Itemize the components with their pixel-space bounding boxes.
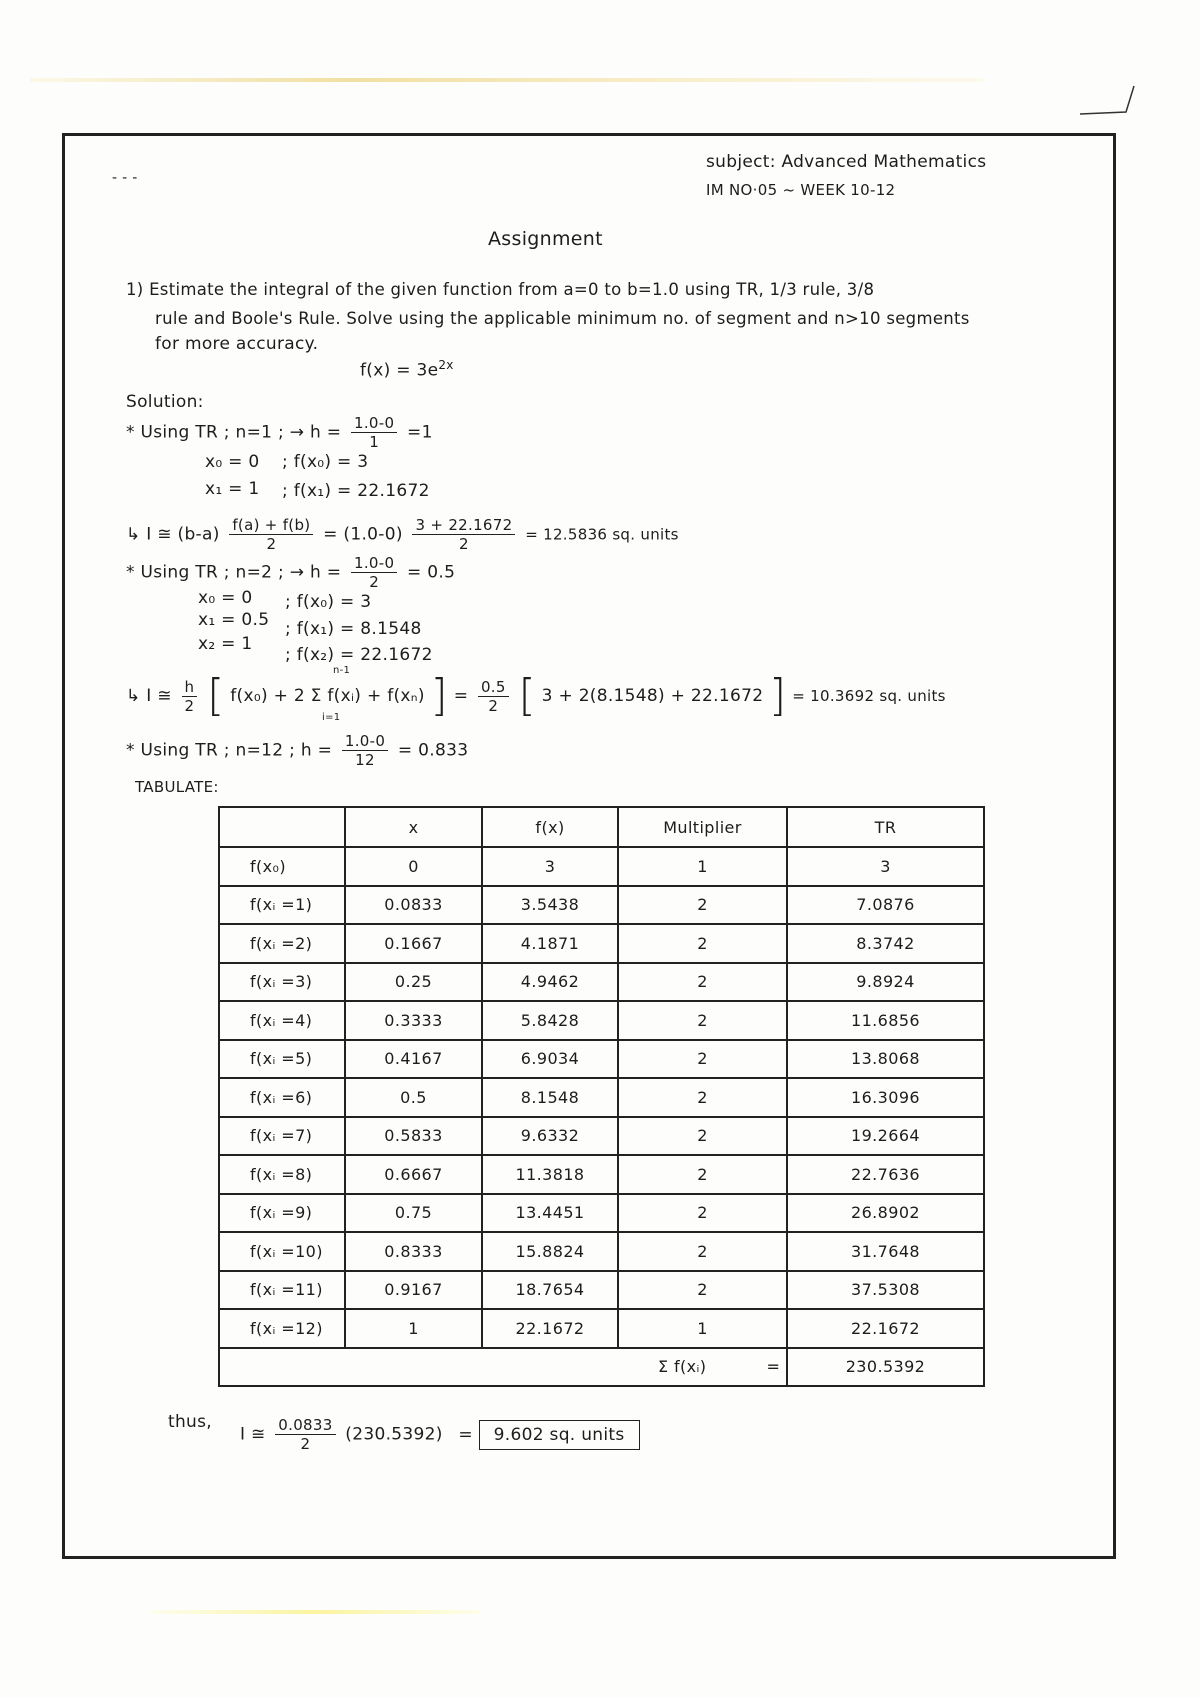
- tr-cell: 26.8902: [787, 1194, 984, 1233]
- table-header-row: [219, 807, 984, 847]
- x-cell: 0.25: [345, 963, 482, 1002]
- multiplier-cell: 2: [618, 1271, 787, 1310]
- row-label: f(xᵢ =7): [219, 1117, 345, 1156]
- h-over-2: [275, 1416, 335, 1453]
- paper-edge-top: [30, 78, 985, 82]
- x-cell: 0.8333: [345, 1232, 482, 1271]
- integral-prefix: ↳ I ≅ (b-a): [126, 524, 220, 545]
- x-cell: 0.6667: [345, 1155, 482, 1194]
- table-row: [219, 1040, 984, 1079]
- fx-cell: 13.4451: [482, 1194, 618, 1233]
- sum-empty-cell: [219, 1348, 618, 1387]
- tr-n2-h-fraction: [351, 554, 397, 591]
- sum-value: 230.5392: [787, 1348, 984, 1387]
- tr-cell: 37.5308: [787, 1271, 984, 1310]
- fx-cell: 18.7654: [482, 1271, 618, 1310]
- tr-n2-fx2: ; f(x₂) = 22.1672: [285, 645, 433, 665]
- final-answer-box: 9.602 sq. units: [479, 1420, 640, 1450]
- tr-n2-fx1: ; f(x₁) = 8.1548: [285, 619, 422, 639]
- thus-label: thus,: [168, 1412, 212, 1432]
- fraction-numerator: f(a) + f(b): [229, 516, 313, 535]
- fraction-numerator: 0.0833: [275, 1416, 335, 1435]
- header-cell: x: [345, 807, 482, 847]
- tr-n1-fx1: ; f(x₁) = 22.1672: [282, 481, 430, 501]
- fx-cell: 11.3818: [482, 1155, 618, 1194]
- function-base: f(x) = 3e: [360, 360, 439, 381]
- fraction-numerator: 3 + 22.1672: [412, 516, 515, 535]
- fraction-numerator: 1.0-0: [351, 554, 397, 573]
- tr-n2-x1: x₁ = 0.5: [198, 610, 270, 630]
- tr-n1-x1: x₁ = 1: [205, 479, 260, 499]
- fx-cell: 8.1548: [482, 1078, 618, 1117]
- integral-fraction: [229, 516, 313, 553]
- fx-cell: 5.8428: [482, 1001, 618, 1040]
- right-bracket: ]: [430, 670, 448, 721]
- multiplier-cell: 2: [618, 886, 787, 925]
- fraction-denominator: 1: [369, 433, 380, 451]
- sum-lower-limit: i=1: [322, 712, 341, 723]
- x-cell: 0.0833: [345, 886, 482, 925]
- h-value-fraction: [478, 678, 509, 715]
- fx-cell: 4.1871: [482, 924, 618, 963]
- trapezoid-formula: f(x₀) + 2 Σ f(xᵢ) + f(xₙ): [230, 686, 425, 706]
- margin-scribble: - - -: [112, 170, 138, 186]
- tr-n12-h-value: = 0.833: [397, 740, 469, 761]
- im-week-line: IM NO·05 ~ WEEK 10-12: [706, 181, 896, 199]
- fx-cell: 3: [482, 847, 618, 886]
- integral-prefix: ↳ I ≅: [126, 686, 172, 706]
- tr-cell: 9.8924: [787, 963, 984, 1002]
- x-cell: 0.5: [345, 1078, 482, 1117]
- corner-pen-mark: [1078, 80, 1138, 120]
- multiplier-cell: 1: [618, 1309, 787, 1348]
- integral-fraction-2: [412, 516, 515, 553]
- sum-equals: =: [766, 1357, 781, 1377]
- tr-n2-h-value: = 0.5: [407, 562, 456, 583]
- integral-prefix: I ≅: [240, 1424, 266, 1445]
- table-row: [219, 886, 984, 925]
- multiplier-cell: 2: [618, 1001, 787, 1040]
- row-label: f(xᵢ =4): [219, 1001, 345, 1040]
- fx-cell: 9.6332: [482, 1117, 618, 1156]
- tr-cell: 3: [787, 847, 984, 886]
- fraction-denominator: 12: [355, 751, 375, 769]
- tr-n12-label: * Using TR ; n=12 ; h =: [126, 740, 333, 761]
- tabulate-label: TABULATE:: [135, 778, 219, 796]
- multiplier-cell: 1: [618, 847, 787, 886]
- sum-label: Σ f(xᵢ): [658, 1357, 707, 1377]
- table-row: [219, 1232, 984, 1271]
- problem-line-3: for more accuracy.: [155, 334, 319, 354]
- sum-label-cell: [618, 1348, 787, 1387]
- h-over-2: [182, 678, 198, 715]
- fraction-numerator: 0.5: [478, 678, 509, 697]
- x-cell: 0.4167: [345, 1040, 482, 1079]
- tr-cell: 7.0876: [787, 886, 984, 925]
- fx-cell: 4.9462: [482, 963, 618, 1002]
- row-label: f(xᵢ =11): [219, 1271, 345, 1310]
- row-label: f(xᵢ =10): [219, 1232, 345, 1271]
- problem-line-2: rule and Boole's Rule. Solve using the applicable minimum no. of segment and n>10 segments: [155, 309, 970, 328]
- left-bracket: [: [207, 670, 225, 721]
- trapezoid-table: [218, 806, 985, 1387]
- integral-result: = 10.3692 sq. units: [792, 687, 946, 705]
- tr-n1-label: * Using TR ; n=1 ; → h =: [126, 422, 342, 443]
- header-cell: Multiplier: [618, 807, 787, 847]
- tr-n1-h-value: =1: [407, 422, 433, 443]
- x-cell: 0.9167: [345, 1271, 482, 1310]
- table-sum-row: [219, 1348, 984, 1387]
- tr-cell: 11.6856: [787, 1001, 984, 1040]
- multiplier-cell: 2: [618, 1155, 787, 1194]
- sum-factor: (230.5392): [345, 1424, 443, 1445]
- tr-cell: 22.7636: [787, 1155, 984, 1194]
- multiplier-cell: 2: [618, 924, 787, 963]
- function-exponent: 2x: [438, 358, 454, 372]
- fraction-denominator: 2: [488, 696, 499, 715]
- header-cell: TR: [787, 807, 984, 847]
- table-row: [219, 1271, 984, 1310]
- tr-n1-integral: [126, 516, 679, 553]
- table-row: [219, 1117, 984, 1156]
- integral-result: = 12.5836 sq. units: [525, 525, 679, 544]
- multiplier-cell: 2: [618, 1078, 787, 1117]
- tr-n1-h-fraction: [351, 414, 397, 451]
- tr-cell: 19.2664: [787, 1117, 984, 1156]
- x-cell: 0.5833: [345, 1117, 482, 1156]
- left-bracket: [: [518, 670, 536, 721]
- table-row: [219, 963, 984, 1002]
- row-label: f(xᵢ =1): [219, 886, 345, 925]
- final-integral: [240, 1416, 640, 1453]
- multiplier-cell: 2: [618, 1232, 787, 1271]
- solution-heading: Solution:: [126, 392, 204, 412]
- page-title: Assignment: [488, 228, 603, 250]
- x-cell: 0.3333: [345, 1001, 482, 1040]
- row-label: f(xᵢ =6): [219, 1078, 345, 1117]
- multiplier-cell: 2: [618, 1040, 787, 1079]
- x-cell: 1: [345, 1309, 482, 1348]
- fx-cell: 15.8824: [482, 1232, 618, 1271]
- sum-upper-limit: n-1: [333, 665, 351, 676]
- row-label: f(xᵢ =12): [219, 1309, 345, 1348]
- multiplier-cell: 2: [618, 1117, 787, 1156]
- tr-n1-x0: x₀ = 0: [205, 452, 260, 472]
- paper-edge-bottom: [150, 1610, 480, 1614]
- tr-cell: 31.7648: [787, 1232, 984, 1271]
- fx-cell: 6.9034: [482, 1040, 618, 1079]
- table-row: [219, 1155, 984, 1194]
- row-label: f(xᵢ =5): [219, 1040, 345, 1079]
- integral-mid: = (1.0-0): [323, 524, 403, 545]
- tr-n2-step: [126, 554, 455, 591]
- substituted-values: 3 + 2(8.1548) + 22.1672: [541, 686, 764, 706]
- fraction-numerator: 1.0-0: [342, 732, 388, 751]
- tr-cell: 13.8068: [787, 1040, 984, 1079]
- table-row: [219, 1194, 984, 1233]
- subject-line: subject: Advanced Mathematics: [706, 152, 987, 172]
- fx-cell: 3.5438: [482, 886, 618, 925]
- fraction-numerator: h: [182, 678, 198, 697]
- tr-n2-x0: x₀ = 0: [198, 588, 253, 608]
- tr-n1-step: [126, 414, 433, 451]
- tr-n12-h-fraction: [342, 732, 388, 769]
- fraction-denominator: 2: [369, 573, 380, 591]
- header-cell: f(x): [482, 807, 618, 847]
- x-cell: 0.1667: [345, 924, 482, 963]
- row-label: f(xᵢ =8): [219, 1155, 345, 1194]
- fraction-denominator: 2: [266, 535, 277, 553]
- header-cell: [219, 807, 345, 847]
- fraction-denominator: 2: [184, 696, 195, 715]
- tr-n2-x2: x₂ = 1: [198, 634, 253, 654]
- multiplier-cell: 2: [618, 963, 787, 1002]
- fraction-numerator: 1.0-0: [351, 414, 397, 433]
- fraction-denominator: 2: [300, 1435, 311, 1453]
- tr-n1-fx0: ; f(x₀) = 3: [282, 452, 369, 472]
- row-label: f(x₀): [219, 847, 345, 886]
- multiplier-cell: 2: [618, 1194, 787, 1233]
- equals-sign: =: [458, 1424, 473, 1445]
- table-row: [219, 924, 984, 963]
- table-row: [219, 1309, 984, 1348]
- table-row: [219, 847, 984, 886]
- tr-n2-fx0: ; f(x₀) = 3: [285, 592, 372, 612]
- tr-cell: 22.1672: [787, 1309, 984, 1348]
- problem-line-1: 1) Estimate the integral of the given function from a=0 to b=1.0 using TR, 1/3 rule, 3/8: [126, 280, 875, 299]
- tr-cell: 16.3096: [787, 1078, 984, 1117]
- row-label: f(xᵢ =3): [219, 963, 345, 1002]
- table-row: [219, 1001, 984, 1040]
- tr-n12-step: [126, 732, 468, 769]
- x-cell: 0.75: [345, 1194, 482, 1233]
- tr-cell: 8.3742: [787, 924, 984, 963]
- row-label: f(xᵢ =2): [219, 924, 345, 963]
- row-label: f(xᵢ =9): [219, 1194, 345, 1233]
- tr-n2-label: * Using TR ; n=2 ; → h =: [126, 562, 342, 583]
- right-bracket: ]: [769, 670, 787, 721]
- equals-sign: =: [453, 686, 469, 706]
- fraction-denominator: 2: [459, 535, 469, 553]
- x-cell: 0: [345, 847, 482, 886]
- fx-cell: 22.1672: [482, 1309, 618, 1348]
- function-definition: [360, 358, 454, 381]
- table-row: [219, 1078, 984, 1117]
